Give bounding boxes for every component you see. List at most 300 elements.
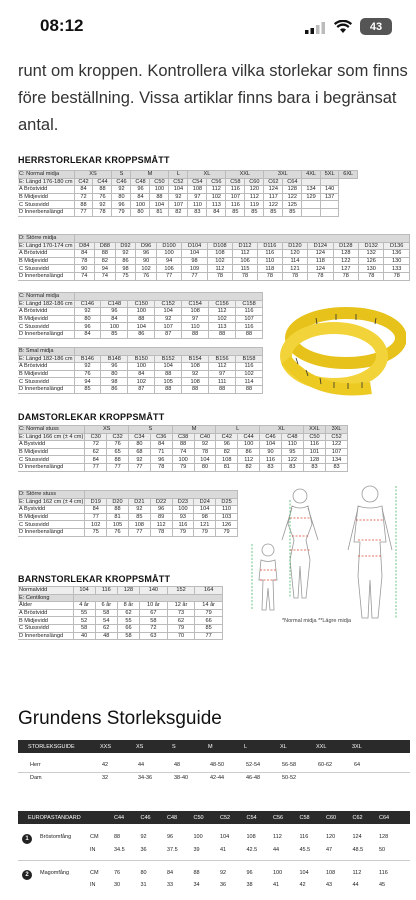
measure-cell: 104 xyxy=(128,323,155,331)
measure-cell: 84 xyxy=(74,250,95,258)
size-cell: D92 xyxy=(115,242,136,250)
measure-cell: 63 xyxy=(140,632,168,640)
value-cell: 50 xyxy=(379,847,386,853)
value-cell: 41 xyxy=(220,847,227,853)
herr-t3-head: C: Normal midja xyxy=(18,293,74,301)
measure-cell: 122 xyxy=(326,441,348,449)
measure-cell: 58 xyxy=(117,632,139,640)
measure-cell: 100 xyxy=(131,201,150,209)
measure-cell: 83 xyxy=(326,463,348,471)
measure-cell: 78 xyxy=(282,272,307,280)
value-cell: XXL xyxy=(316,744,327,750)
measure-cell: 83 xyxy=(188,208,207,216)
guide-title: Grundens Storleksguide xyxy=(18,708,222,729)
measure-label: C Stussvidd xyxy=(18,323,74,331)
size-cell: C50 xyxy=(303,433,325,441)
measure-cell: 116 xyxy=(257,250,282,258)
table-row xyxy=(18,521,238,529)
value-cell: 34.5 xyxy=(114,847,125,853)
measure-cell: 92 xyxy=(182,370,209,378)
measure-cell: 78 xyxy=(333,272,358,280)
value-cell: 104 xyxy=(220,834,230,840)
size-cell: C42 xyxy=(216,433,238,441)
herr-t4-head-fill xyxy=(74,348,263,356)
measure-cell: 121 xyxy=(194,521,216,529)
size-cell: C40 xyxy=(194,433,216,441)
measure-cell: 83 xyxy=(281,463,303,471)
size-cell: C154 xyxy=(182,300,209,308)
value-cell: 47 xyxy=(326,847,333,853)
measure-cell: 79 xyxy=(194,528,216,536)
value-cell: 84 xyxy=(167,870,174,876)
measure-cell: 102 xyxy=(207,257,232,265)
measure-cell: 77 xyxy=(129,463,151,471)
measure-cell: 85 xyxy=(264,208,283,216)
value-cell: 64 xyxy=(354,762,361,768)
measure-cell: 102 xyxy=(85,521,107,529)
measure-cell: 104 xyxy=(194,506,216,514)
measure-cell: 84 xyxy=(101,315,128,323)
measure-cell: 88 xyxy=(155,370,182,378)
value-cell: 31 xyxy=(140,882,147,888)
measure-cell: 126 xyxy=(359,257,384,265)
measure-cell: 62 xyxy=(167,617,195,625)
measure-cell: 88 xyxy=(150,193,169,201)
measure-cell: 77 xyxy=(182,272,207,280)
measure-cell: 78 xyxy=(74,257,95,265)
figures-note: *Normal midja **Lägre midja xyxy=(282,618,352,624)
measure-cell: 81 xyxy=(107,513,129,521)
measure-cell: 85 xyxy=(283,208,302,216)
measure-cell: 105 xyxy=(107,521,129,529)
size-cell: 128 xyxy=(117,587,139,595)
herr-title: HERRSTORLEKAR KROPPSMÅTT xyxy=(18,155,170,165)
measure-cell: 107 xyxy=(326,448,348,456)
measure-cell: 80 xyxy=(129,441,151,449)
measure-cell: 107 xyxy=(155,323,182,331)
value-cell: 45 xyxy=(379,882,386,888)
measure-cell: 113 xyxy=(209,323,236,331)
value-cell: C46 xyxy=(140,815,151,821)
value-cell: 108 xyxy=(246,834,256,840)
measure-cell: 54 xyxy=(95,617,117,625)
measure-cell: 112 xyxy=(238,456,260,464)
measure-cell: 88 xyxy=(128,315,155,323)
value-cell: 38-40 xyxy=(174,775,189,781)
size-cell: D23 xyxy=(172,498,194,506)
value-cell: C52 xyxy=(220,815,231,821)
value-cell: 56-58 xyxy=(282,762,297,768)
measure-cell: 85 xyxy=(226,208,245,216)
size-cell: C44 xyxy=(238,433,260,441)
measure-cell: 81 xyxy=(150,208,169,216)
measure-label: A Bystvidd xyxy=(18,506,85,514)
measure-cell: 112 xyxy=(209,363,236,371)
value-cell: 88 xyxy=(193,870,200,876)
brost-cm-row xyxy=(18,832,410,844)
size-cell: D100 xyxy=(156,242,181,250)
measure-cell: 108 xyxy=(182,308,209,316)
measure-cell: 79 xyxy=(195,609,223,617)
herr-t1-letter: XXL xyxy=(226,171,264,179)
measure-cell: 84 xyxy=(207,208,226,216)
size-cell: D132 xyxy=(359,242,384,250)
measure-cell: 96 xyxy=(216,441,238,449)
herr-t1-letter: 5XL xyxy=(320,171,339,179)
measure-cell: 127 xyxy=(333,265,358,273)
measure-cell: 58 xyxy=(73,624,95,632)
measure-cell: 105 xyxy=(155,378,182,386)
barn-table xyxy=(18,586,223,640)
divider xyxy=(18,860,410,861)
size-cell: B158 xyxy=(236,355,263,363)
table-row xyxy=(18,193,358,201)
measure-cell: 78 xyxy=(150,528,172,536)
measure-cell: 86 xyxy=(128,330,155,338)
row-label: Bröstomfång xyxy=(40,834,72,840)
measure-cell: 128 xyxy=(333,250,358,258)
size-cell: D19 xyxy=(85,498,107,506)
measure-cell: 70 xyxy=(167,632,195,640)
size-cell: C52 xyxy=(326,433,348,441)
unit-label: CM xyxy=(90,870,99,876)
measure-cell: 108 xyxy=(216,456,238,464)
measure-cell xyxy=(302,201,321,209)
herr-t2-head: D: Större midja xyxy=(18,235,74,243)
measure-cell: 82 xyxy=(95,257,116,265)
value-cell: C64 xyxy=(379,815,390,821)
measure-label: D Innerbenslängd xyxy=(18,463,85,471)
dam-t1-letter: XS xyxy=(85,426,129,434)
measure-cell: 128 xyxy=(303,456,325,464)
size-cell: 10 år xyxy=(140,602,168,610)
measure-cell: 80 xyxy=(112,193,131,201)
measure-label: D Innerbenslängd xyxy=(18,272,74,280)
table-row xyxy=(18,513,238,521)
measure-cell: 114 xyxy=(282,257,307,265)
status-time: 08:12 xyxy=(40,16,84,35)
measure-cell: 117 xyxy=(264,193,283,201)
measure-cell: 113 xyxy=(207,201,226,209)
measure-cell: 78 xyxy=(150,463,172,471)
measure-cell: 82 xyxy=(238,463,260,471)
row-label: E: Längd 170-174 cm xyxy=(19,242,73,249)
measure-cell: 80 xyxy=(194,463,216,471)
measure-cell: 116 xyxy=(226,201,245,209)
measure-cell: 124 xyxy=(308,265,333,273)
size-cell: 116 xyxy=(95,587,117,595)
value-cell: 80 xyxy=(140,870,147,876)
measure-cell: 92 xyxy=(93,201,112,209)
value-cell: 128 xyxy=(379,834,389,840)
size-cell: C50 xyxy=(150,178,169,186)
measure-cell: 92 xyxy=(129,456,151,464)
measure-cell: 122 xyxy=(283,193,302,201)
measure-cell: 79 xyxy=(112,208,131,216)
measure-label: D Innerbenslängd xyxy=(18,632,73,640)
size-cell: D136 xyxy=(384,242,410,250)
table-row xyxy=(18,272,410,280)
measure-cell: 100 xyxy=(238,441,260,449)
value-cell: 92 xyxy=(140,834,147,840)
value-cell: C62 xyxy=(352,815,363,821)
size-cell: 140 xyxy=(140,587,168,595)
measure-cell: 92 xyxy=(112,186,131,194)
table-row xyxy=(18,363,263,371)
measure-cell: 104 xyxy=(194,456,216,464)
measure-cell: 132 xyxy=(359,250,384,258)
herr-t1-letter: L xyxy=(169,171,188,179)
measure-cell: 78 xyxy=(384,272,410,280)
measure-cell: 116 xyxy=(260,456,282,464)
measure-cell: 107 xyxy=(226,193,245,201)
measure-cell: 116 xyxy=(236,308,263,316)
measure-label: B Midjevidd xyxy=(18,448,85,456)
measure-cell: 88 xyxy=(107,506,129,514)
measure-cell: 102 xyxy=(136,265,157,273)
value-cell: 42 xyxy=(299,882,306,888)
unit-label: IN xyxy=(90,882,96,888)
measure-cell: 107 xyxy=(236,315,263,323)
value-cell: 96 xyxy=(246,870,253,876)
value-cell: 45.5 xyxy=(299,847,311,853)
measure-cell: 137 xyxy=(320,193,339,201)
measure-cell xyxy=(302,208,321,216)
measure-cell: 92 xyxy=(74,363,101,371)
table-row xyxy=(18,378,263,386)
value-cell: 42 xyxy=(102,762,109,768)
measure-cell: 108 xyxy=(207,250,232,258)
measure-cell: 96 xyxy=(131,186,150,194)
barn-title: BARNSTORLEKAR KROPPSMÅTT xyxy=(18,574,171,584)
measure-cell: 87 xyxy=(155,330,182,338)
dam-t1-letter: XXL xyxy=(303,426,325,434)
measure-cell: 126 xyxy=(216,521,238,529)
measure-label: A Bystvidd xyxy=(18,441,85,449)
size-cell: D21 xyxy=(128,498,150,506)
size-cell: C32 xyxy=(107,433,129,441)
value-cell: XS xyxy=(136,744,144,750)
row-label: E: Längd 176-180 cm xyxy=(19,178,73,185)
size-cell: 12 år xyxy=(167,602,195,610)
size-cell: B154 xyxy=(182,355,209,363)
size-cell: C152 xyxy=(155,300,182,308)
measure-cell: 79 xyxy=(172,463,194,471)
battery-level: 43 xyxy=(369,20,383,33)
measure-cell: 108 xyxy=(182,363,209,371)
measure-cell: 90 xyxy=(74,265,95,273)
size-cell: 104 xyxy=(73,587,95,595)
size-cell: C48 xyxy=(281,433,303,441)
size-cell: C60 xyxy=(245,178,264,186)
value-cell: 88 xyxy=(114,834,121,840)
row-label: E: Längd 166 cm (± 4 cm) xyxy=(19,433,84,440)
value-cell: 52-54 xyxy=(246,762,261,768)
value-cell: 34 xyxy=(193,882,200,888)
measure-marker-1: 1 xyxy=(22,834,32,844)
size-cell: D108 xyxy=(207,242,232,250)
measure-cell: 80 xyxy=(101,370,128,378)
value-cell: 124 xyxy=(352,834,362,840)
measure-cell: 77 xyxy=(195,632,223,640)
value-cell: 108 xyxy=(326,870,336,876)
size-cell: C64 xyxy=(283,178,302,186)
table-row xyxy=(18,385,263,393)
measure-cell: 88 xyxy=(155,385,182,393)
value-cell: XL xyxy=(280,744,287,750)
measure-cell: 78 xyxy=(93,208,112,216)
value-cell: 46-48 xyxy=(246,775,261,781)
size-cell: B150 xyxy=(128,355,155,363)
measure-cell: 78 xyxy=(207,272,232,280)
measure-cell: 115 xyxy=(233,265,258,273)
measure-cell: 122 xyxy=(281,456,303,464)
measure-label: B Midjevidd xyxy=(18,315,74,323)
table-row xyxy=(18,624,223,632)
measure-cell: 110 xyxy=(281,441,303,449)
measure-cell: 100 xyxy=(172,456,194,464)
measure-cell: 101 xyxy=(303,448,325,456)
measure-label: B Midjevidd xyxy=(18,513,85,521)
value-cell: XXS xyxy=(100,744,112,750)
value-cell: 43 xyxy=(326,882,333,888)
dam-t1-letter: 3XL xyxy=(326,426,348,434)
measure-cell: 77 xyxy=(156,272,181,280)
measure-cell xyxy=(320,201,339,209)
measure-cell: 108 xyxy=(182,378,209,386)
table-row xyxy=(18,632,223,640)
value-cell: C56 xyxy=(273,815,284,821)
signal-icon xyxy=(305,22,325,34)
measure-cell: 104 xyxy=(155,308,182,316)
measure-cell: 78 xyxy=(257,272,282,280)
size-cell: 164 xyxy=(195,587,223,595)
measure-label: B Midjevidd xyxy=(18,257,74,265)
measure-cell: 84 xyxy=(74,186,93,194)
measure-cell: 110 xyxy=(257,257,282,265)
measure-cell: 98 xyxy=(182,257,207,265)
status-bar xyxy=(0,0,416,56)
measure-cell: 100 xyxy=(128,308,155,316)
measure-label: B Midjevidd xyxy=(18,193,74,201)
dam-t1-head: C: Normal stuss xyxy=(18,426,85,434)
measure-cell: 104 xyxy=(182,250,207,258)
measure-label: C Stussvidd xyxy=(18,265,74,273)
value-cell: 112 xyxy=(273,834,282,840)
measure-label: A Bröstvidd xyxy=(18,250,74,258)
measure-cell: 88 xyxy=(182,330,209,338)
measure-cell: 88 xyxy=(172,441,194,449)
table-row xyxy=(18,609,223,617)
unit-label: IN xyxy=(90,847,96,853)
body-measurement-figures xyxy=(240,480,416,628)
dam-t2-head-fill xyxy=(85,491,238,499)
size-cell: C48 xyxy=(131,178,150,186)
measure-cell: 116 xyxy=(303,441,325,449)
measure-cell: 94 xyxy=(95,265,116,273)
measure-cell: 90 xyxy=(136,257,157,265)
measure-cell: 96 xyxy=(101,363,128,371)
herr-table-b xyxy=(18,347,263,394)
measure-cell: 78 xyxy=(308,272,333,280)
measure-cell: 84 xyxy=(128,370,155,378)
herr-t1-letter: XL xyxy=(188,171,226,179)
measure-cell: 73 xyxy=(167,609,195,617)
measure-cell: 62 xyxy=(85,448,107,456)
row-label: Herr xyxy=(30,762,41,768)
measure-label: A Bröstvidd xyxy=(18,363,74,371)
value-cell: 41 xyxy=(273,882,280,888)
measure-cell: 112 xyxy=(150,521,172,529)
measure-cell: 68 xyxy=(129,448,151,456)
value-cell: 48.5 xyxy=(352,847,364,853)
size-cell: C46 xyxy=(260,433,282,441)
size-cell: C38 xyxy=(172,433,194,441)
measure-cell: 108 xyxy=(128,521,150,529)
measure-cell: 124 xyxy=(308,250,333,258)
measure-cell: 100 xyxy=(172,506,194,514)
measure-cell: 62 xyxy=(117,609,139,617)
value-cell: 30 xyxy=(114,882,121,888)
measure-cell: 125 xyxy=(283,201,302,209)
measure-cell: 85 xyxy=(101,330,128,338)
herr-t1-letter: M xyxy=(131,171,169,179)
value-cell: 37.5 xyxy=(167,847,178,853)
measure-cell: 75 xyxy=(115,272,136,280)
table-row xyxy=(18,208,358,216)
barn-head-2: E: Centilong xyxy=(18,594,73,602)
measure-cell: 90 xyxy=(260,448,282,456)
measure-cell: 88 xyxy=(236,385,263,393)
table-row xyxy=(18,617,223,625)
herr-t2-head-fill xyxy=(74,235,410,243)
size-cell: C34 xyxy=(129,433,151,441)
measure-cell: 124 xyxy=(264,186,283,194)
value-cell: 48 xyxy=(174,762,181,768)
measure-cell: 86 xyxy=(238,448,260,456)
measure-cell: 74 xyxy=(74,272,95,280)
measure-cell: 94 xyxy=(156,257,181,265)
herr-table-d xyxy=(18,234,410,281)
herr-t4-head: B: Smal midja xyxy=(18,348,74,356)
value-cell: 48-50 xyxy=(210,762,225,768)
measure-cell: 48 xyxy=(95,632,117,640)
size-cell: D84 xyxy=(74,242,95,250)
wifi-icon xyxy=(334,20,352,34)
measure-cell: 88 xyxy=(74,201,93,209)
measure-cell: 89 xyxy=(150,513,172,521)
table-row xyxy=(18,463,348,471)
measure-cell: 121 xyxy=(282,265,307,273)
measure-cell: 81 xyxy=(216,463,238,471)
value-cell: 112 xyxy=(352,870,362,876)
measure-cell: 134 xyxy=(326,456,348,464)
measure-cell: 102 xyxy=(207,193,226,201)
measure-cell: 88 xyxy=(107,456,129,464)
measure-cell: 52 xyxy=(73,617,95,625)
measure-cell: 106 xyxy=(156,265,181,273)
measure-cell: 96 xyxy=(74,323,101,331)
herr-t1-letter: S xyxy=(112,171,131,179)
size-cell: C156 xyxy=(209,300,236,308)
measure-cell: 78 xyxy=(233,272,258,280)
measure-cell: 94 xyxy=(74,378,101,386)
measure-cell: 84 xyxy=(150,441,172,449)
size-cell: C62 xyxy=(264,178,283,186)
measure-label: C Stussvidd xyxy=(18,456,85,464)
measure-cell: 109 xyxy=(182,265,207,273)
size-cell: D25 xyxy=(216,498,238,506)
